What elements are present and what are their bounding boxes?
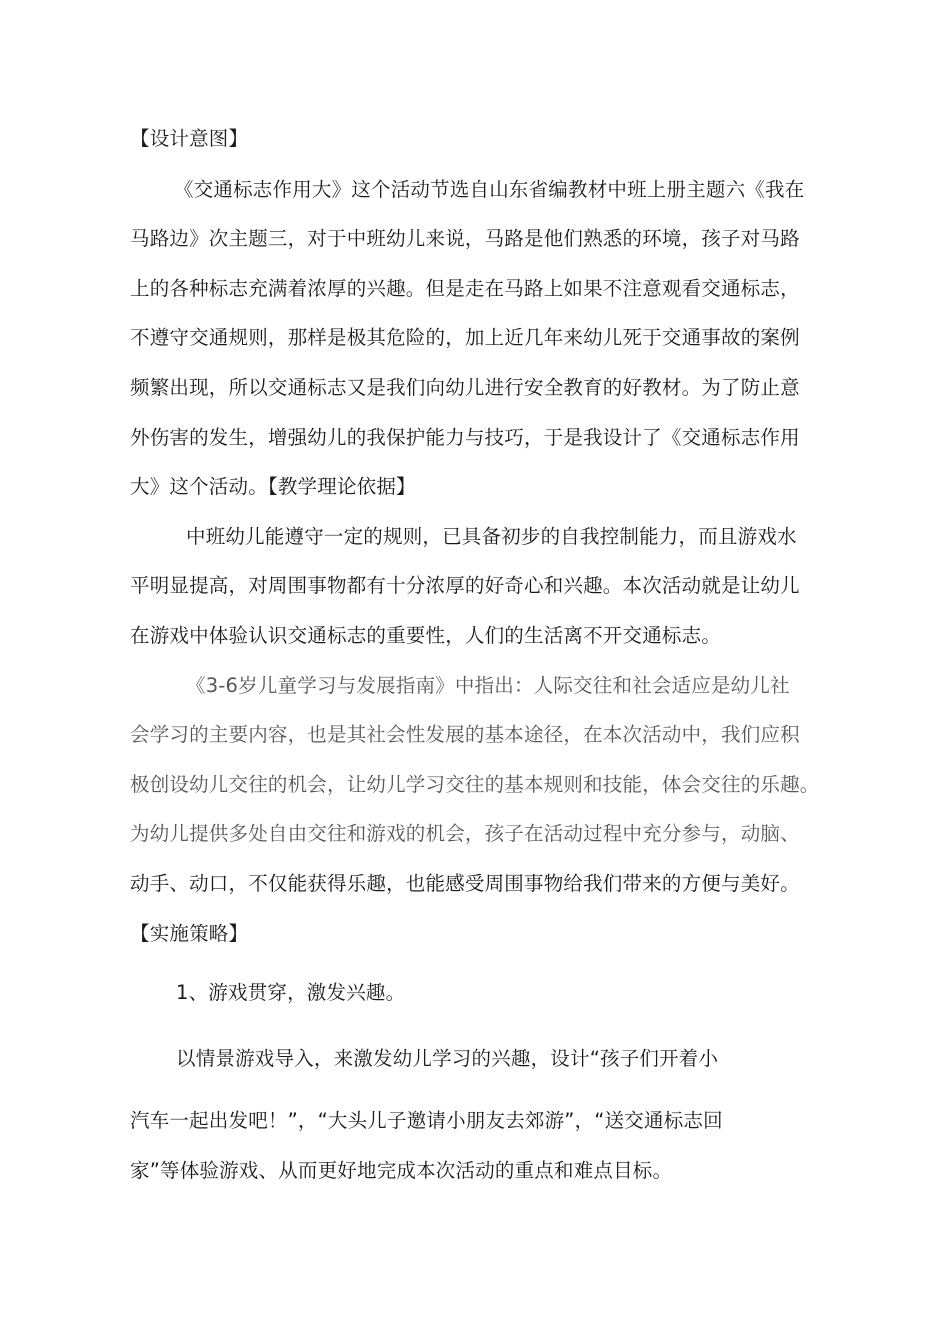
design-line-5: 频繁出现，所以交通标志又是我们向幼儿进行安全教育的好教材。为了防止意 bbox=[130, 376, 800, 399]
heading-design-intent: 【设计意图】 bbox=[130, 127, 249, 150]
design-line-3: 上的各种标志充满着浓厚的兴趣。但是走在马路上如果不注意观看交通标志， bbox=[130, 277, 800, 300]
strategy-line-1: 以情景游戏导入，来激发幼儿学习的兴趣，设计“孩子们开着小 bbox=[176, 1047, 719, 1070]
design-line-6: 外伤害的发生，增强幼儿的我保护能力与技巧，于是我设计了《交通标志作用 bbox=[130, 426, 800, 449]
design-line-1: 《交通标志作用大》这个活动节选自山东省编教材中班上册主题六《我在 bbox=[174, 178, 805, 201]
guide-line-1: 《3-6岁儿童学习与发展指南》中指出：人际交往和社会适应是幼儿社 bbox=[186, 674, 790, 697]
strategy-line-2: 汽车一起出发吧！”，“大头儿子邀请小朋友去郊游”，“送交通标志回 bbox=[130, 1109, 723, 1132]
design-line-7: 大》这个活动。【教学理论依据】 bbox=[130, 475, 416, 498]
guide-line-5: 动手、动口，不仅能获得乐趣，也能感受周围事物给我们带来的方便与美好。 bbox=[130, 872, 800, 895]
design-line-4: 不遵守交通规则，那样是极其危险的，加上近几年来幼儿死于交通事故的案例 bbox=[130, 326, 800, 349]
strategy-line-3: 家”等体验游戏、从而更好地完成本次活动的重点和难点目标。 bbox=[130, 1159, 673, 1182]
guide-line-4: 为幼儿提供多处自由交往和游戏的机会，孩子在活动过程中充分参与，动脑、 bbox=[130, 822, 800, 845]
theory-line-3: 在游戏中体验认识交通标志的重要性，人们的生活离不开交通标志。 bbox=[130, 624, 722, 647]
theory-line-2: 平明显提高，对周围事物都有十分浓厚的好奇心和兴趣。本次活动就是让幼儿 bbox=[130, 574, 800, 597]
heading-strategy: 【实施策略】 bbox=[130, 922, 249, 945]
guide-line-3: 极创设幼儿交往的机会，让幼儿学习交往的基本规则和技能，体会交往的乐趣。 bbox=[130, 773, 820, 796]
design-line-2: 马路边》次主题三，对于中班幼儿来说，马路是他们熟悉的环境，孩子对马路 bbox=[130, 227, 800, 250]
guide-line-2: 会学习的主要内容，也是其社会性发展的基本途径，在本次活动中，我们应积 bbox=[130, 723, 800, 746]
strategy-item-1: 1、游戏贯穿，激发兴趣。 bbox=[176, 981, 406, 1004]
theory-line-1: 中班幼儿能遵守一定的规则，已具备初步的自我控制能力，而且游戏水 bbox=[186, 525, 797, 548]
